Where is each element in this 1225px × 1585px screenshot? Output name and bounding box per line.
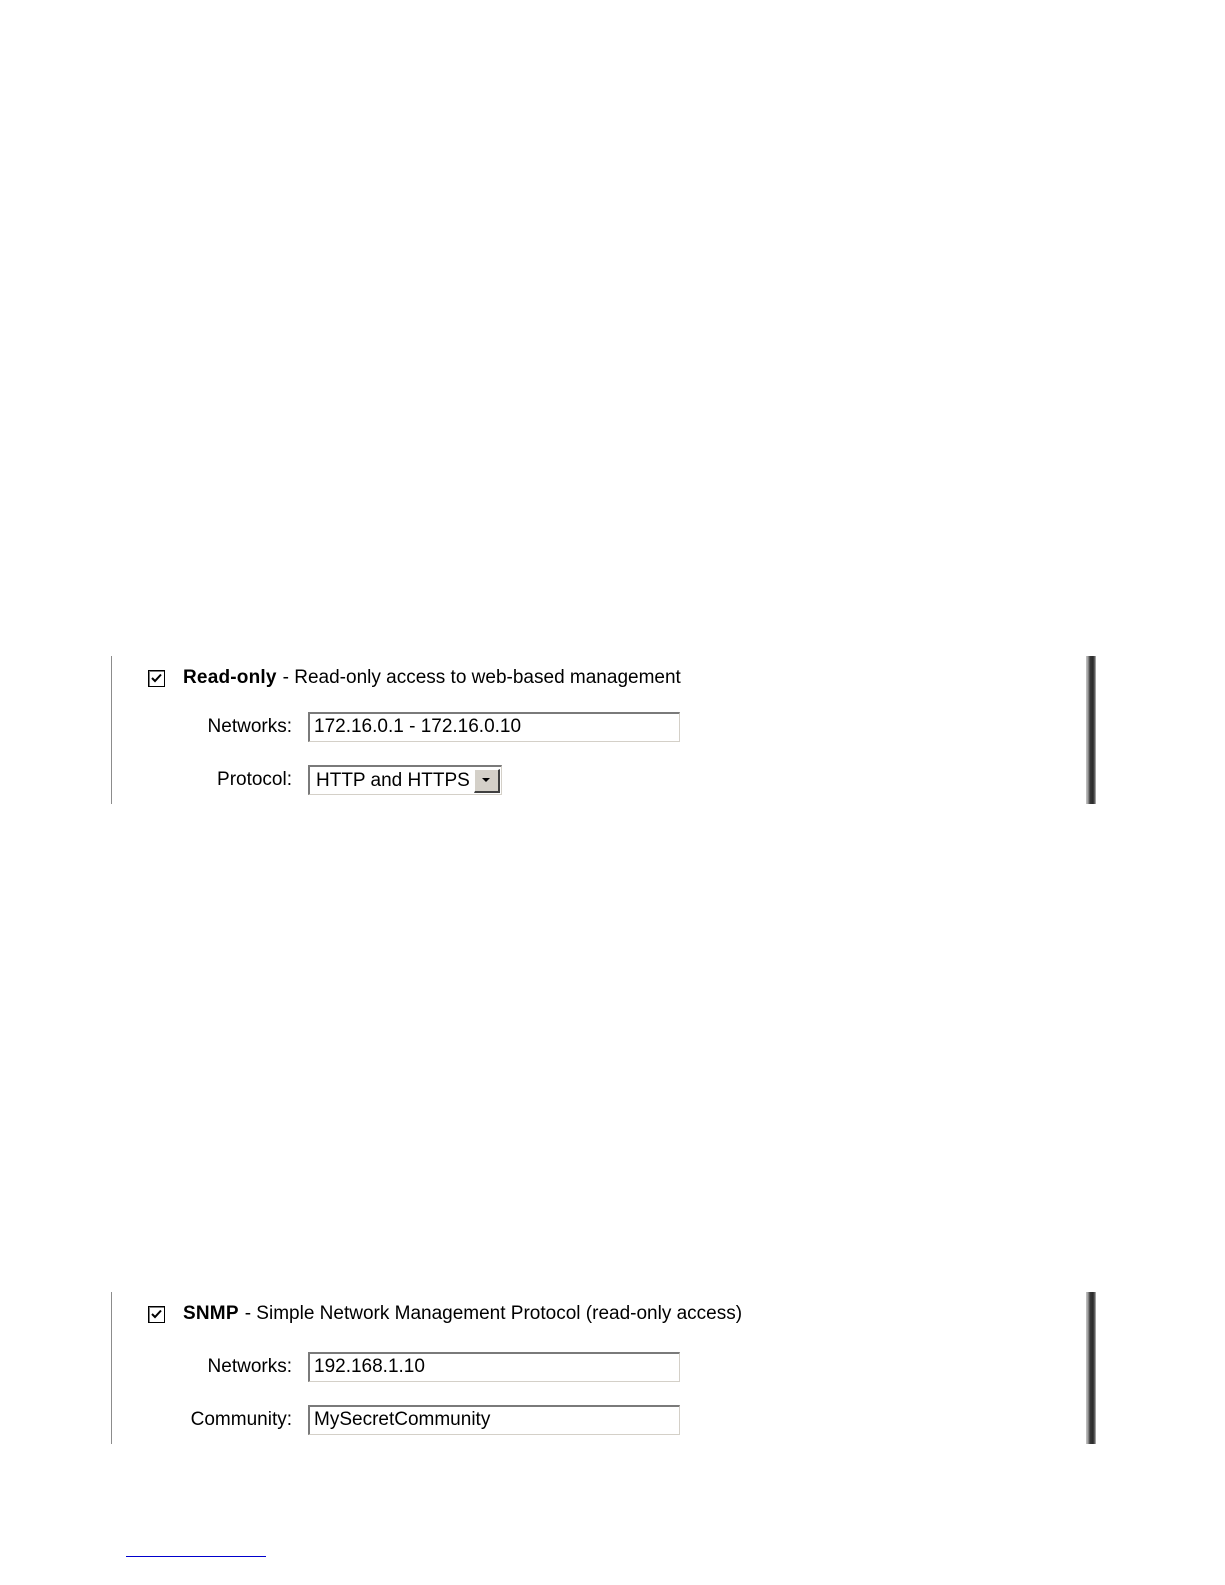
snmp-community-input[interactable]: MySecretCommunity xyxy=(308,1405,680,1435)
check-icon xyxy=(150,672,163,685)
readonly-description: - Read-only access to web-based management xyxy=(282,667,681,688)
snmp-title: SNMP xyxy=(183,1303,239,1324)
community-label: Community: xyxy=(190,1409,292,1430)
readonly-networks-row xyxy=(112,711,680,743)
snmp-networks-input[interactable]: 192.168.1.10 xyxy=(308,1352,680,1382)
readonly-title: Read-only xyxy=(183,667,277,688)
networks-label: Networks: xyxy=(207,1356,292,1377)
snmp-checkbox[interactable] xyxy=(148,1306,165,1323)
readonly-networks-input[interactable]: 172.16.0.1 - 172.16.0.10 xyxy=(308,712,680,742)
snmp-panel xyxy=(111,1292,1096,1444)
panel-right-border xyxy=(1086,656,1096,804)
snmp-networks-row xyxy=(112,1351,680,1383)
snmp-description: - Simple Network Management Protocol (read-only access) xyxy=(244,1303,743,1324)
chevron-down-icon xyxy=(481,777,491,783)
footer-link-underline[interactable] xyxy=(126,1556,266,1557)
networks-label: Networks: xyxy=(207,716,292,737)
check-icon xyxy=(150,1308,163,1321)
snmp-header xyxy=(148,1302,742,1326)
readonly-panel xyxy=(111,656,1096,804)
protocol-label: Protocol: xyxy=(217,769,292,790)
panel-right-border xyxy=(1086,1292,1096,1444)
snmp-community-row xyxy=(112,1404,680,1436)
protocol-select-value: HTTP and HTTPS xyxy=(316,769,470,791)
readonly-protocol-row xyxy=(112,764,502,796)
readonly-checkbox[interactable] xyxy=(148,670,165,687)
protocol-select[interactable] xyxy=(308,765,502,795)
protocol-dropdown-button[interactable] xyxy=(474,769,500,793)
readonly-header xyxy=(148,666,681,690)
